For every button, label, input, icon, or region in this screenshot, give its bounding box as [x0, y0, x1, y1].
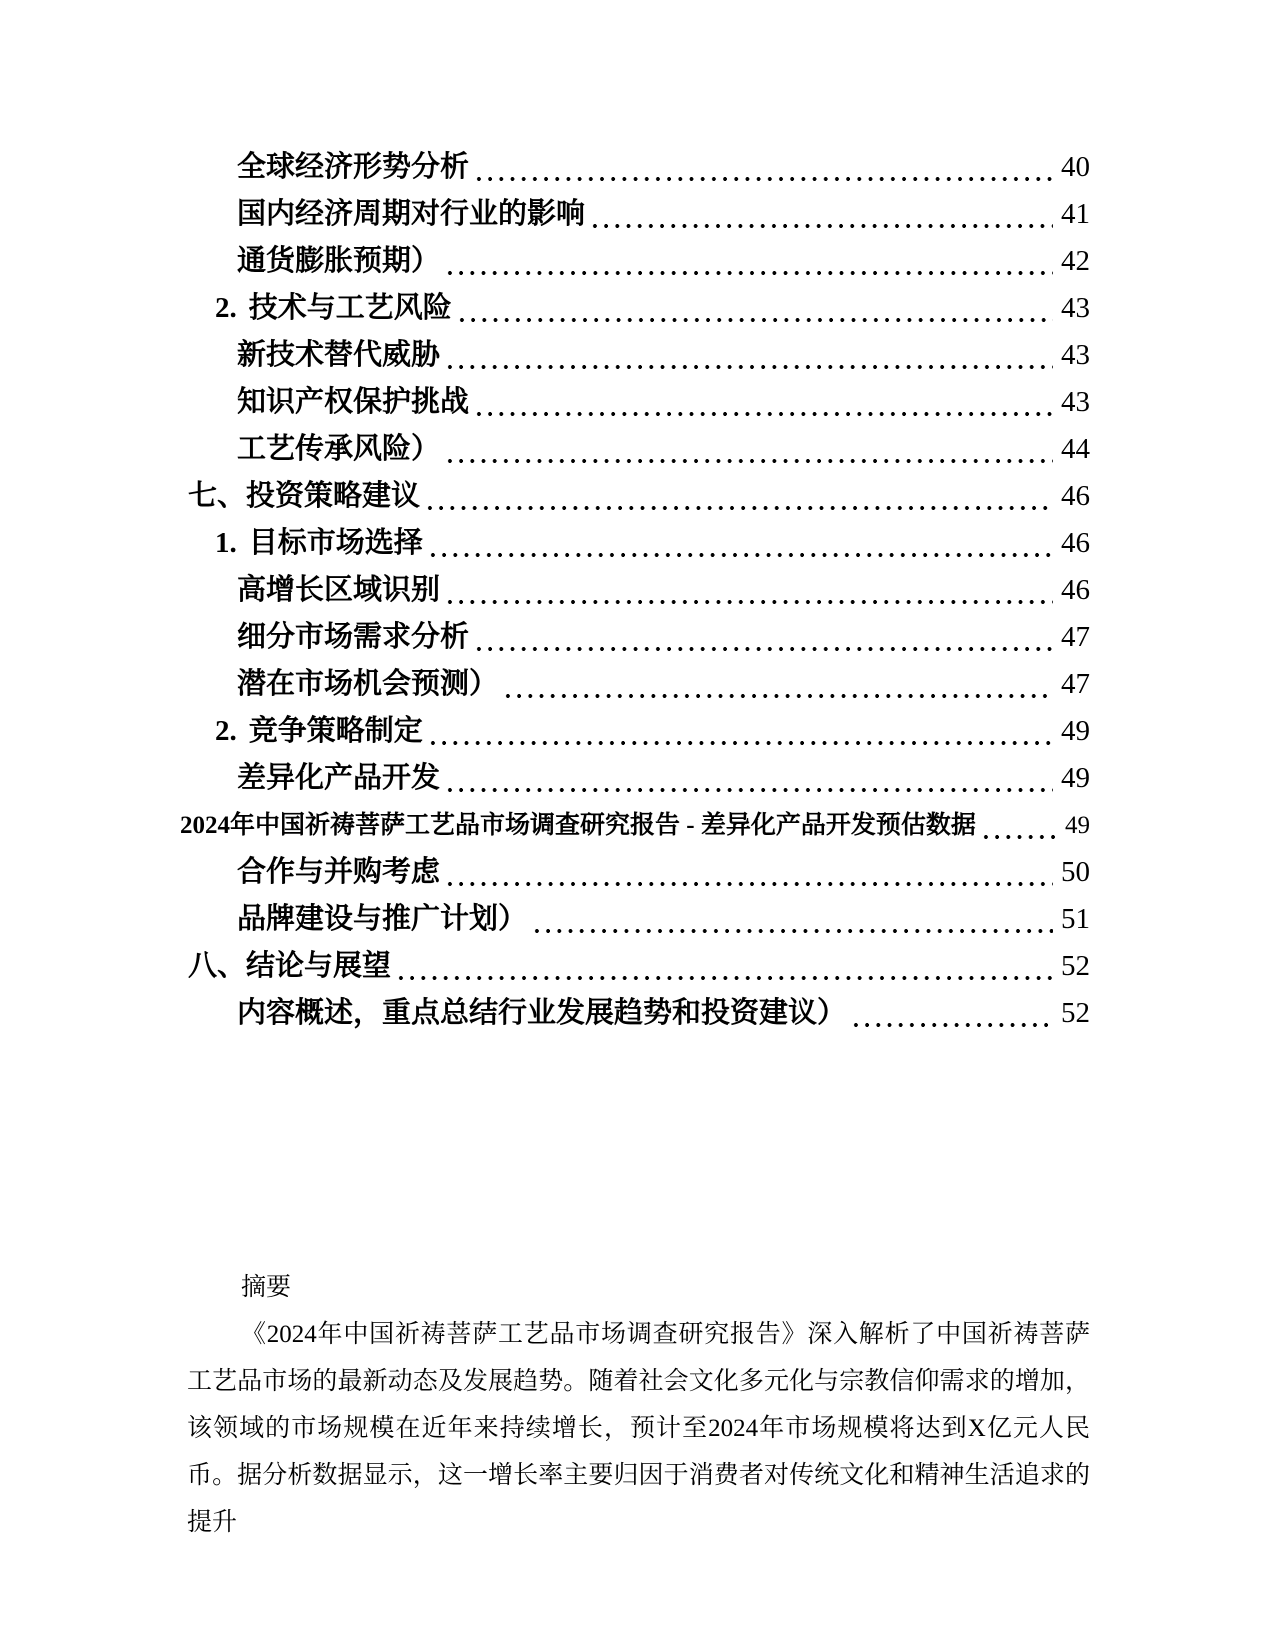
toc-entry-page-number: 41: [1061, 198, 1090, 230]
abstract-section: [187, 1264, 1090, 1546]
toc-entry[interactable]: [0, 473, 1275, 520]
toc-entry-label: 工艺传承风险）: [237, 433, 441, 465]
toc-entry-label: 通货膨胀预期）: [237, 245, 441, 277]
toc-entry[interactable]: [0, 238, 1275, 285]
toc-entry-page-number: 46: [1061, 574, 1090, 606]
toc-entry-label: 新技术替代威胁: [237, 339, 441, 371]
table-of-contents: [0, 144, 1275, 1037]
toc-entry-page-number: 40: [1061, 151, 1090, 183]
toc-entry-label: 细分市场需求分析: [237, 621, 470, 653]
dot-leader: [532, 896, 1053, 943]
dot-leader: [428, 520, 1053, 567]
dot-leader: [425, 473, 1053, 520]
toc-entry[interactable]: [0, 332, 1275, 379]
toc-entry-label: 七、投资策略建议: [188, 480, 421, 512]
toc-entry-label: 竞争策略制定: [248, 715, 423, 747]
toc-entry[interactable]: [0, 755, 1275, 802]
toc-entry-label: 全球经济形势分析: [237, 151, 470, 183]
dot-leader: [474, 144, 1053, 191]
toc-entry-number: 2.: [215, 292, 237, 324]
toc-entry-page-number: 46: [1061, 480, 1090, 512]
toc-entry-page-number: 46: [1061, 527, 1090, 559]
abstract-heading: 摘要: [241, 1274, 292, 1301]
toc-entry[interactable]: [0, 520, 1275, 567]
dot-leader: [474, 379, 1053, 426]
toc-entry[interactable]: [0, 426, 1275, 473]
toc-entry[interactable]: [0, 379, 1275, 426]
toc-entry[interactable]: [0, 896, 1275, 943]
toc-entry-page-number: 49: [1065, 812, 1090, 839]
toc-entry-number: 1.: [215, 527, 237, 559]
toc-entry-label: 品牌建设与推广计划）: [237, 903, 528, 935]
dot-leader: [445, 567, 1053, 614]
dot-leader: [457, 285, 1053, 332]
toc-entry-label: 目标市场选择: [248, 527, 423, 559]
dot-leader: [981, 802, 1057, 849]
toc-entry-page-number: 50: [1061, 856, 1090, 888]
toc-entry[interactable]: [0, 849, 1275, 896]
toc-entry[interactable]: [0, 191, 1275, 238]
toc-entry[interactable]: [0, 990, 1275, 1037]
toc-entry[interactable]: [0, 943, 1275, 990]
toc-entry-page-number: 44: [1061, 433, 1090, 465]
toc-entry-page-number: 43: [1061, 339, 1090, 371]
toc-entry-label: 八、结论与展望: [188, 950, 392, 982]
toc-entry-label: 国内经济周期对行业的影响: [237, 198, 586, 230]
toc-entry[interactable]: [0, 802, 1275, 849]
toc-entry[interactable]: [0, 708, 1275, 755]
abstract-paragraph: 《2024年中国祈祷菩萨工艺品市场调查研究报告》深入解析了中国祈祷菩萨工艺品市场的最新动态及发展趋势。随着社会文化多元化与宗教信仰需求的增加，该领域的市场规模在近年来持续增长，预计至2024年市场规模将达到X亿元人民币。据分析数据显示，这一增长率主要归因于消费者对传统文化和精神生活追求的提升: [187, 1321, 1090, 1536]
toc-entry-label: 差异化产品开发: [237, 762, 441, 794]
toc-entry-page-number: 47: [1061, 668, 1090, 700]
dot-leader: [445, 332, 1053, 379]
toc-entry-page-number: 51: [1061, 903, 1090, 935]
toc-entry-label: 高增长区域识别: [237, 574, 441, 606]
toc-entry-page-number: 49: [1061, 715, 1090, 747]
dot-leader: [590, 191, 1053, 238]
dot-leader: [445, 426, 1053, 473]
dot-leader: [445, 238, 1053, 285]
toc-entry-label: 合作与并购考虑: [237, 856, 441, 888]
toc-entry-page-number: 42: [1061, 245, 1090, 277]
toc-entry[interactable]: [0, 614, 1275, 661]
toc-entry-page-number: 43: [1061, 386, 1090, 418]
toc-entry[interactable]: [0, 661, 1275, 708]
toc-entry-label: 技术与工艺风险: [248, 292, 452, 324]
dot-leader: [428, 708, 1053, 755]
dot-leader: [851, 990, 1053, 1037]
dot-leader: [445, 849, 1053, 896]
toc-entry[interactable]: [0, 567, 1275, 614]
toc-entry-page-number: 43: [1061, 292, 1090, 324]
toc-entry-label: 内容概述，重点总结行业发展趋势和投资建议）: [237, 997, 847, 1029]
dot-leader: [503, 661, 1053, 708]
toc-entry-label: 2024年中国祈祷菩萨工艺品市场调查研究报告 - 差异化产品开发预估数据: [180, 812, 976, 839]
toc-entry-page-number: 49: [1061, 762, 1090, 794]
toc-entry[interactable]: [0, 144, 1275, 191]
toc-entry-number: 2.: [215, 715, 237, 747]
toc-entry-label: 知识产权保护挑战: [237, 386, 470, 418]
toc-entry[interactable]: [0, 285, 1275, 332]
toc-entry-page-number: 52: [1061, 997, 1090, 1029]
toc-entry-page-number: 52: [1061, 950, 1090, 982]
toc-entry-label: 潜在市场机会预测）: [237, 668, 499, 700]
toc-entry-page-number: 47: [1061, 621, 1090, 653]
dot-leader: [474, 614, 1053, 661]
dot-leader: [396, 943, 1053, 990]
dot-leader: [445, 755, 1053, 802]
